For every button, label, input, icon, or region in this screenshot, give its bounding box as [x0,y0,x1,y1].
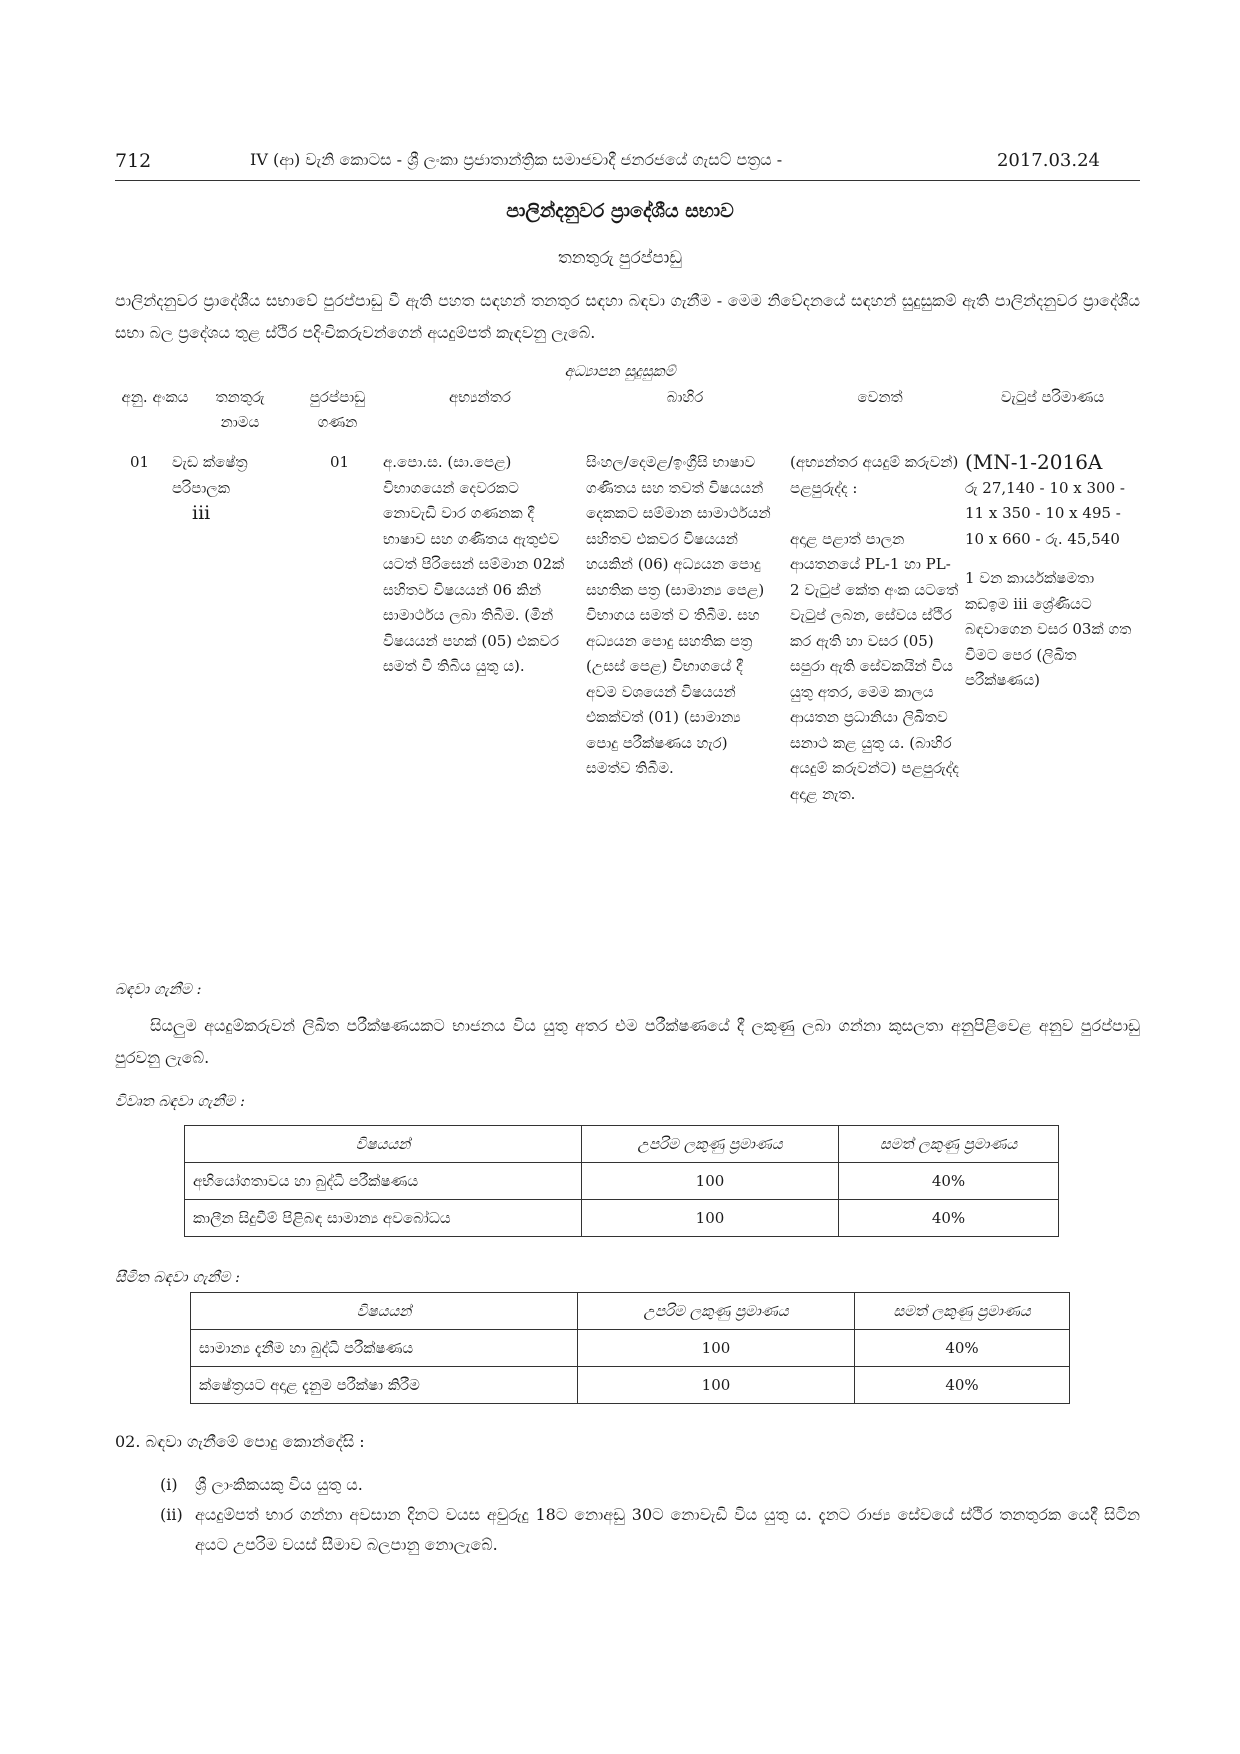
header-subjects: විෂයයන් [185,1126,582,1163]
col-other: වෙනත් [857,388,903,406]
row-vacancy-count: 01 [330,453,350,471]
header-max-marks: උපරිම ලකුණු ප්‍රමාණය [582,1126,839,1163]
limited-recruitment-table-wrap [190,1292,1070,1404]
pass-marks-cell: 40% [839,1163,1059,1200]
recruitment-text: සියලුම අයදුම්කරුවන් ලිඛිත පරීක්ෂණයකට භාජනය විය යුතු අතර එම පරීක්ෂණයේ දී ලකුණු ලබා ගන්නා කුසලතා අනුපිළිවෙළ අනුව පුරප්පාඩු පුරවනු ලැබේ. [115,1016,1140,1067]
salary-code: (MN-1-2016A [965,450,1103,474]
efficiency-bar-note: 1 වන කාර්යක්ෂමතා කඩඉම iii ශ්‍රේණියට බඳවාගෙන වසර 03ක් ගත වීමට පෙර (ලිඛිත පරීක්ෂණය) [965,569,1132,689]
max-marks-cell: 100 [582,1163,839,1200]
salary-scale: රු 27,140 - 10 x 300 - 11 x 350 - 10 x 495 - 10 x 660 - රු. 45,540 [965,478,1125,548]
list-item [160,1500,1175,1570]
gazette-title: IV (ආ) වැනි කොටස - ශ්‍රී ලංකා ප්‍රජාතාන්ත්‍රික සමාජවාදී ජනරජයේ ගැසට් පත්‍රය - [250,150,783,169]
limited-recruitment-label: සීමිත බඳවා ගැනීම : [115,1268,241,1286]
list-marker: (i) [160,1475,178,1494]
col-vacancy-count: පුරප්පාඩු ගණන [309,388,366,431]
row-post-name [172,450,287,528]
pass-marks-cell: 40% [855,1330,1070,1367]
subject-cell: ක්ෂේත්‍රයට අදාළ දැනුම පරීක්ෂා කිරීම [191,1367,578,1404]
intro-paragraph: පාලින්දනුවර ප්‍රාදේශීය සභාවේ පුරප්පාඩු වී ඇති පහත සඳහන් තනතුර සඳහා බඳවා ගැනීම - මෙම නිවේදනයේ සඳහන් සුදුසුකම් ඇති පාලින්දනුවර ප්‍රාදේශීය සභා බල ප්‍රදේශය තුළ ස්ථිර පදිංචිකරුවන්ගෙන් අයදුම්පත් කැඳවනු ලැබේ. [115,291,1140,342]
table-header-row [191,1293,1070,1330]
page-number: 712 [115,150,152,172]
pass-marks-cell: 40% [839,1200,1059,1237]
list-marker: (ii) [160,1505,183,1524]
post-name-text: වැඩ ක්ෂේත්‍ර පරිපාලක [172,453,248,497]
gazette-date: 2017.03.24 [996,150,1100,171]
row-external-qualification: සිංහල/දෙමළ/ඉංග්‍රීසි භාෂාව ගණිතය සහ තවත් විෂයයන් දෙකකට සම්මාන සාමාර්ථයන් සහිතව එකවර විෂයයන් හයකින් (06) අධ්‍යයන පොදු සහතික පත්‍ර (සාමාන්‍ය පෙළ) විභාගය සමත් ව තිබීම. සහ අධ්‍යයන පොදු සහතික පත්‍ර (උසස් පෙළ) විභාගයේ දී අවම වශයෙන් විෂයයන් එකක්වත් (01) (සාමාන්‍ය පොදු පරීක්ෂණය හැර) සමත්ව තිබීම. [586,453,771,777]
row-salary [965,450,1140,694]
header-pass-marks: සමත් ලකුණු ප්‍රමාණය [855,1293,1070,1330]
max-marks-cell: 100 [582,1200,839,1237]
table-header-row [185,1126,1059,1163]
document-title: පාලින්දනුවර ප්‍රාදේශීය සභාව [506,200,734,222]
header-subjects: විෂයයන් [191,1293,578,1330]
table-row [185,1200,1059,1237]
max-marks-cell: 100 [578,1367,855,1404]
col-serial-no: අනු. අංකය [121,388,189,406]
open-recruitment-table [184,1125,1059,1237]
table-row [191,1330,1070,1367]
subject-cell: අභියෝගතාවය හා බුද්ධි පරීක්ෂණය [185,1163,582,1200]
list-text: ශ්‍රී ලාංකිකයකු විය යුතු ය. [195,1475,363,1494]
recruitment-label: බඳවා ගැනීම : [115,980,202,998]
post-grade: iii [192,502,211,524]
edu-qualifications-heading: අධ්‍යාපන සුදුසුකම් [564,362,676,380]
header-pass-marks: සමත් ලකුණු ප්‍රමාණය [839,1126,1059,1163]
row-other-experience: (අභ්‍යන්තර අයදුම් කරුවන්) පළපුරුද්ද : අදාළ පළාත් පාලන ආයතනයේ PL-1 හා PL-2 වැටුප් කේත අංක යටතේ වැටුප් ලබන, සේවය ස්ථිර කර ඇති හා වසර (05) සපුරා ඇති සේවකයින් විය යුතු අතර, මෙම කාලය ආයතන ප්‍රධානියා ලිඛිතව සනාථ කළ යුතු ය. (බාහිර අයදුම් කරුවන්ට) පළපුරුද්ද අදාළ නැත. [790,453,959,803]
col-internal: අභ්‍යන්තර [449,388,511,406]
document-subtitle: තනතුරු පුරප්පාඩු [557,248,682,268]
list-item [160,1470,1175,1500]
general-conditions-label: 02. බඳවා ගැනීමේ පොදු කොන්දේසි : [115,1432,365,1451]
limited-recruitment-table [190,1292,1070,1404]
col-external: බාහිර [666,388,704,406]
max-marks-cell: 100 [578,1330,855,1367]
row-serial-no: 01 [130,453,150,471]
page-header [115,146,1140,181]
subject-cell: සාමාන්‍ය දැනීම හා බුද්ධි පරීක්ෂණය [191,1330,578,1367]
row-internal-qualification: අ.පො.ස. (සා.පෙළ) විභාගයෙන් දෙවරකට නොවැඩි වාර ගණනක දී භාෂාව සහ ගණිතය ඇතුළුව යටත් පිරිසෙන් සම්මාන 02ක් සහිතව විෂයයන් 06 කින් සාමාර්ථය ලබා තිබීම. (මින් විෂයයන් පහක් (05) එකවර සමත් වී තිබිය යුතු ය). [383,453,565,675]
header-max-marks: උපරිම ලකුණු ප්‍රමාණය [578,1293,855,1330]
pass-marks-cell: 40% [855,1367,1070,1404]
subject-cell: කාලීන සිදුවීම් පිළිබඳ සාමාන්‍ය අවබෝධය [185,1200,582,1237]
table-row [185,1163,1059,1200]
col-post-name: තනතුරු නාමය [215,388,265,431]
list-text: අයදුම්පත් භාර ගන්නා අවසාන දිනට වයස අවුරුදු 18ට නොඅඩු 30ට නොවැඩි විය යුතු ය. දැනට රාජ්‍ය සේවයේ ස්ථිර තනතුරක යෙදී සිටින අයට උපරිම වයස් සීමාව බලපානු නොලැබේ. [195,1505,1140,1554]
col-salary-scale: වැටුප් පරිමාණය [1000,388,1105,406]
open-recruitment-label: විවෘත බඳවා ගැනීම : [115,1092,246,1110]
table-row [191,1367,1070,1404]
